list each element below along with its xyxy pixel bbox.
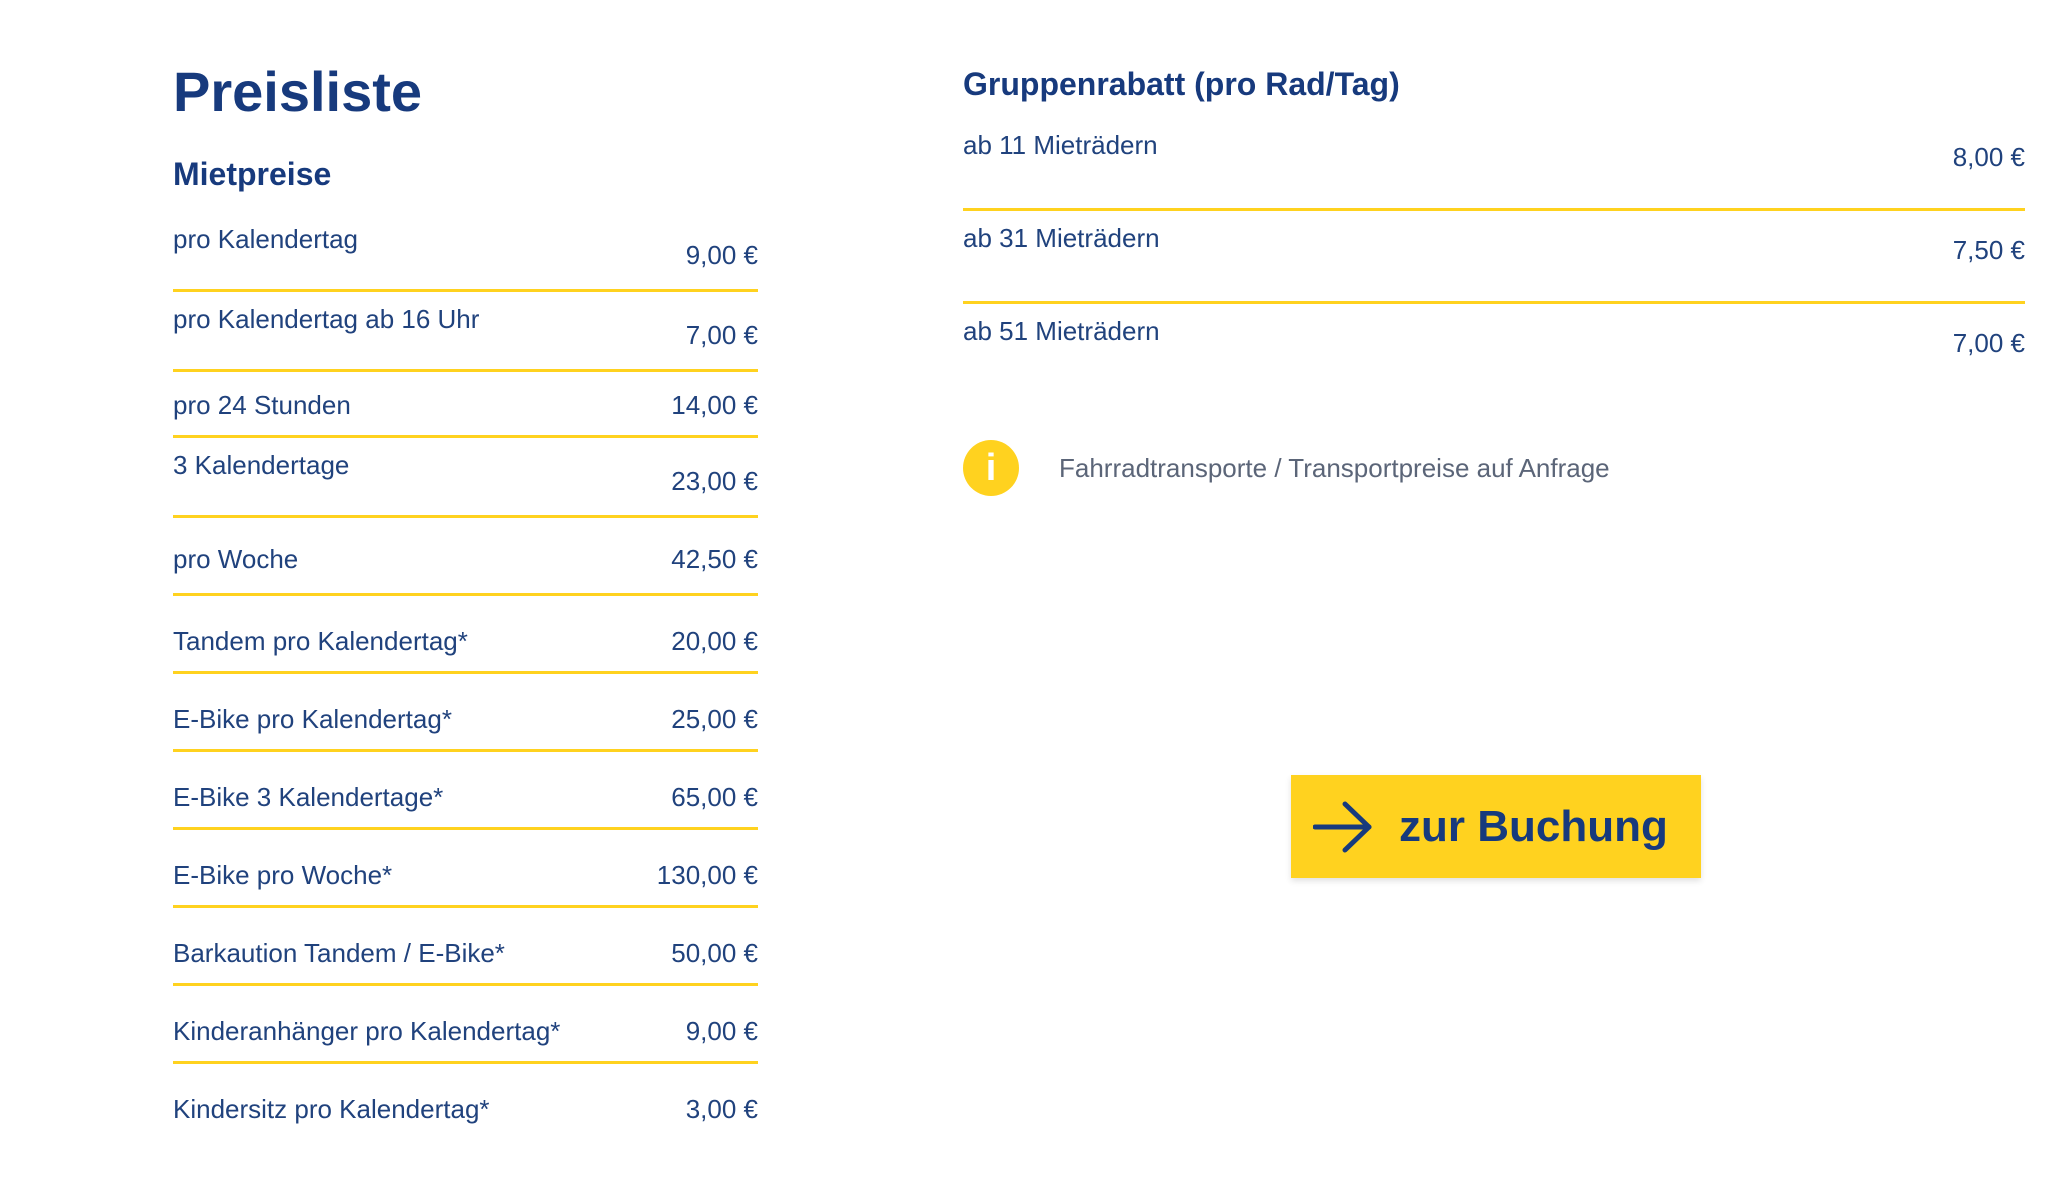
group-row-label: ab 11 Mieträdern [963,130,1158,160]
price-row [173,986,758,1064]
rental-price-table [173,212,758,1142]
group-row [963,118,2025,211]
group-discount-title: Gruppenrabatt (pro Rad/Tag) [963,66,1400,102]
page-title: Preisliste [173,60,423,123]
price-row-label: pro 24 Stunden [173,390,351,420]
info-icon: i [963,440,1019,496]
price-row-value: 7,00 € [685,320,758,350]
price-row-label: E-Bike pro Kalendertag* [173,704,452,734]
price-row-value: 20,00 € [671,626,758,656]
info-text: Fahrradtransporte / Transportpreise auf Anfrage [1059,453,1610,483]
booking-button[interactable] [1291,775,1701,878]
price-row [173,752,758,830]
booking-button-label: zur Buchung [1399,802,1668,851]
arrow-right-icon [1313,800,1373,854]
price-row-value: 3,00 € [685,1094,758,1124]
price-row [173,1064,758,1142]
price-row-label: pro Woche [173,544,299,574]
price-row-label: pro Kalendertag ab 16 Uhr [173,304,480,334]
price-row-value: 9,00 € [685,240,758,270]
price-row-value: 14,00 € [671,390,758,420]
group-row-value: 7,00 € [1952,328,2025,358]
group-row-value: 7,50 € [1952,235,2025,265]
group-row-label: ab 51 Mieträdern [963,316,1160,346]
price-row-label: Tandem pro Kalendertag* [173,626,468,656]
price-row [173,438,758,518]
group-row [963,304,2025,397]
group-row [963,211,2025,304]
price-row-value: 9,00 € [685,1016,758,1046]
price-row [173,908,758,986]
price-row [173,372,758,438]
price-row [173,674,758,752]
rental-prices-title: Mietpreise [173,156,332,192]
price-row [173,830,758,908]
price-row-value: 23,00 € [671,466,758,496]
price-row [173,292,758,372]
price-row-label: pro Kalendertag [173,224,359,254]
price-row-value: 50,00 € [671,938,758,968]
price-row-label: 3 Kalendertage [173,450,350,480]
price-row [173,518,758,596]
price-row-value: 42,50 € [671,544,758,574]
price-row-value: 130,00 € [656,860,758,890]
price-row-label: Kindersitz pro Kalendertag* [173,1094,490,1124]
price-row [173,596,758,674]
group-discount-table [963,118,2025,397]
price-row [173,212,758,292]
price-row-label: E-Bike 3 Kalendertage* [173,782,444,812]
price-row-value: 25,00 € [671,704,758,734]
price-row-value: 65,00 € [671,782,758,812]
price-row-label: Barkaution Tandem / E-Bike* [173,938,505,968]
group-row-value: 8,00 € [1952,142,2025,172]
price-row-label: Kinderanhänger pro Kalendertag* [173,1016,561,1046]
price-row-label: E-Bike pro Woche* [173,860,393,890]
group-row-label: ab 31 Mieträdern [963,223,1160,253]
